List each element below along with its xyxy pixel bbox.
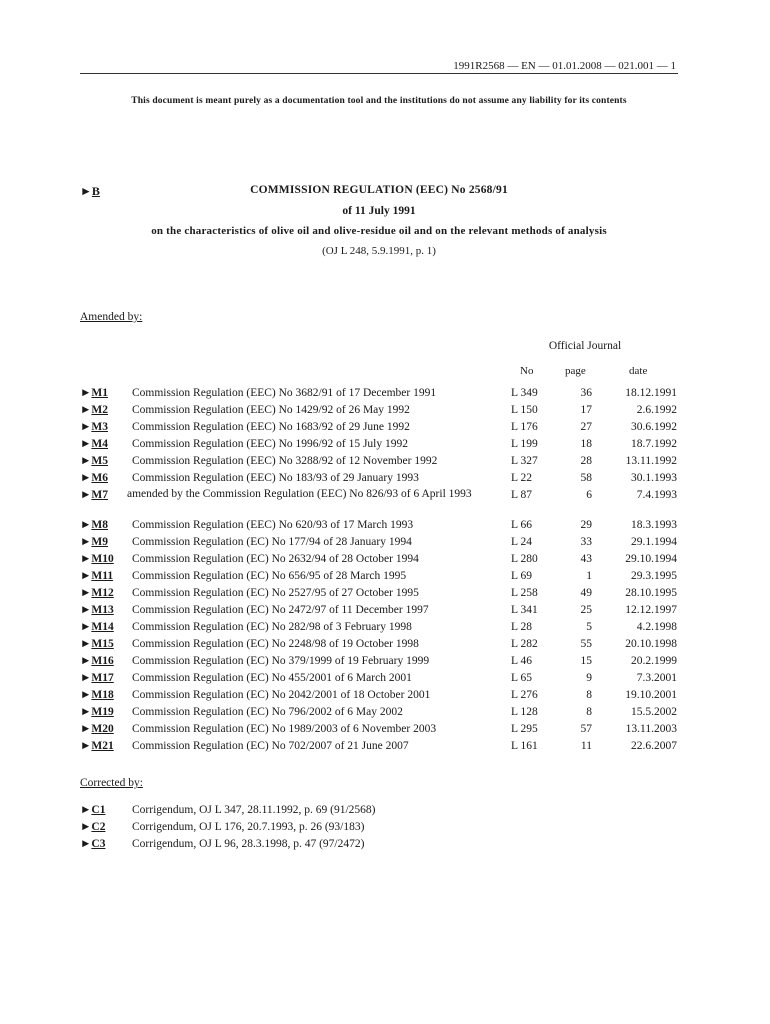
amendment-description: Commission Regulation (EC) No 455/2001 of 6 March 2001	[132, 672, 412, 684]
amendment-date: 13.11.1992	[625, 455, 677, 467]
header-doc-code: 1991R2568 — EN — 01.01.2008 — 021.001 — 1	[453, 60, 676, 72]
amendment-oj-number: L 199	[511, 438, 538, 450]
arrow-right-icon: ►	[80, 553, 92, 565]
amendment-oj-number: L 327	[511, 455, 538, 467]
amendment-code[interactable]: M11	[91, 570, 114, 582]
amendment-page: 27	[580, 421, 592, 433]
amendment-code[interactable]: M5	[91, 455, 108, 467]
header-rule	[80, 73, 678, 74]
official-journal-heading: Official Journal	[548, 340, 622, 352]
amendment-code[interactable]: M20	[91, 723, 114, 735]
amendment-row	[80, 437, 678, 454]
amendment-oj-number: L 276	[511, 689, 538, 701]
amendment-oj-number: L 87	[511, 489, 532, 501]
amendment-date: 29.10.1994	[625, 553, 677, 565]
corrigendum-marker[interactable]	[80, 803, 105, 818]
amendment-description: Commission Regulation (EC) No 177/94 of 28 January 1994	[132, 536, 412, 548]
arrow-right-icon: ►	[80, 804, 92, 816]
amendment-page: 36	[580, 387, 592, 399]
amendment-oj-number: L 280	[511, 553, 538, 565]
amendment-date: 19.10.2001	[625, 689, 677, 701]
amendment-date: 30.1.1993	[631, 472, 677, 484]
arrow-right-icon: ►	[80, 621, 92, 633]
arrow-right-icon: ►	[80, 421, 92, 433]
amendment-description: Commission Regulation (EC) No 2632/94 of 28 October 1994	[132, 553, 419, 565]
amendment-code[interactable]: M17	[91, 672, 114, 684]
amendment-row	[80, 603, 678, 620]
amendment-marker[interactable]	[80, 535, 108, 550]
amendment-description: Commission Regulation (EC) No 379/1999 of 19 February 1999	[132, 655, 430, 667]
amendment-date: 15.5.2002	[631, 706, 677, 718]
amendment-row	[80, 386, 678, 403]
amendment-row	[80, 552, 678, 569]
amendment-date: 22.6.2007	[631, 740, 677, 752]
amendment-marker[interactable]	[80, 552, 114, 567]
amended-by-heading: Amended by:	[80, 311, 143, 323]
arrow-right-icon: ►	[80, 404, 92, 416]
amendment-code[interactable]: M9	[91, 536, 108, 548]
regulation-subject: on the characteristics of olive oil and olive-residue oil and on the relevant methods of analysis	[151, 225, 607, 237]
amendment-page: 58	[580, 472, 592, 484]
amendment-code[interactable]: M19	[91, 706, 114, 718]
amendment-description: Commission Regulation (EC) No 282/98 of 3 February 1998	[132, 621, 412, 633]
amendment-description: Commission Regulation (EEC) No 1996/92 of 15 July 1992	[132, 438, 408, 450]
amendment-oj-number: L 128	[511, 706, 538, 718]
amendment-page: 29	[580, 519, 592, 531]
amendment-code[interactable]: M18	[91, 689, 114, 701]
arrow-right-icon: ►	[80, 519, 92, 531]
arrow-right-icon: ►	[80, 821, 92, 833]
amendment-date: 18.3.1993	[631, 519, 677, 531]
amendment-marker[interactable]	[80, 386, 108, 401]
arrow-right-icon: ►	[80, 455, 92, 467]
corrigendum-row	[80, 803, 678, 820]
amendment-date: 28.10.1995	[625, 587, 677, 599]
amendment-row	[80, 420, 678, 437]
amendment-row	[80, 403, 678, 420]
arrow-right-icon: ►	[80, 536, 92, 548]
amendment-description: Commission Regulation (EC) No 796/2002 of 6 May 2002	[132, 706, 403, 718]
amendment-page: 11	[580, 740, 592, 752]
amendment-page: 1	[586, 570, 592, 582]
amendment-oj-number: L 295	[511, 723, 538, 735]
corrigendum-row	[80, 837, 678, 854]
arrow-right-icon: ►	[80, 638, 92, 650]
amendment-code[interactable]: M16	[91, 655, 114, 667]
amendment-oj-number: L 28	[511, 621, 532, 633]
amendment-code[interactable]: M2	[91, 404, 108, 416]
corrigendum-marker[interactable]	[80, 837, 105, 852]
arrow-right-icon: ►	[80, 387, 92, 399]
amendment-date: 20.10.1998	[625, 638, 677, 650]
amendment-date: 4.2.1998	[636, 621, 677, 633]
column-header-no: No	[520, 365, 534, 377]
arrow-right-icon: ►	[80, 472, 92, 484]
arrow-right-icon: ►	[80, 587, 92, 599]
corrigendum-marker[interactable]	[80, 820, 105, 835]
amendment-oj-number: L 161	[511, 740, 538, 752]
amendment-description: Commission Regulation (EEC) No 1429/92 of 26 May 1992	[132, 404, 410, 416]
amendment-oj-number: L 22	[511, 472, 532, 484]
amendment-oj-number: L 65	[511, 672, 532, 684]
amendment-oj-number: L 46	[511, 655, 532, 667]
amendment-oj-number: L 150	[511, 404, 538, 416]
amendment-row	[80, 454, 678, 471]
amendments-list	[80, 386, 678, 756]
amendment-page: 33	[580, 536, 592, 548]
amendment-code[interactable]: M15	[91, 638, 114, 650]
corrigendum-description: Corrigendum, OJ L 347, 28.11.1992, p. 69 (91/2568)	[132, 804, 376, 816]
amendment-description: Commission Regulation (EC) No 1989/2003 of 6 November 2003	[132, 723, 437, 735]
corrigendum-row	[80, 820, 678, 837]
amendment-date: 30.6.1992	[631, 421, 677, 433]
disclaimer: This document is meant purely as a documentation tool and the institutions do not assume any liability for its contents	[131, 96, 627, 106]
arrow-right-icon: ►	[80, 838, 92, 850]
amendment-oj-number: L 176	[511, 421, 538, 433]
amendment-row	[80, 471, 678, 488]
corrigendum-code[interactable]: C3	[91, 838, 106, 850]
amendment-page: 5	[586, 621, 592, 633]
amendment-marker[interactable]	[80, 705, 114, 720]
amendment-date: 18.12.1991	[625, 387, 677, 399]
amendment-row	[80, 637, 678, 654]
arrow-right-icon: ►	[80, 604, 92, 616]
amendment-page: 57	[580, 723, 592, 735]
amendment-row	[80, 722, 678, 739]
amendment-date: 12.12.1997	[625, 604, 677, 616]
amendment-description: Commission Regulation (EEC) No 1683/92 of 29 June 1992	[132, 421, 410, 433]
amendment-row	[80, 586, 678, 603]
amendment-row	[80, 654, 678, 671]
column-header-page: page	[565, 365, 586, 377]
amendment-marker[interactable]	[80, 671, 114, 686]
amendment-date: 7.3.2001	[636, 672, 677, 684]
amendment-row	[80, 518, 678, 535]
arrow-right-icon: ►	[80, 723, 92, 735]
amendment-page: 9	[586, 672, 592, 684]
amendment-description: Commission Regulation (EC) No 702/2007 of 21 June 2007	[132, 740, 409, 752]
amendment-oj-number: L 258	[511, 587, 538, 599]
amendment-description: amended by the Commission Regulation (EEC) No 826/93 of 6 April 1993	[127, 488, 472, 500]
corrected-by-heading: Corrected by:	[80, 777, 143, 789]
corrigendum-description: Corrigendum, OJ L 176, 20.7.1993, p. 26 (93/183)	[132, 821, 365, 833]
amendment-oj-number: L 341	[511, 604, 538, 616]
amendment-page: 15	[580, 655, 592, 667]
amendment-marker[interactable]	[80, 620, 114, 635]
amendment-description: Commission Regulation (EEC) No 183/93 of 29 January 1993	[132, 472, 419, 484]
amendment-oj-number: L 69	[511, 570, 532, 582]
base-marker-code[interactable]: B	[91, 184, 100, 198]
amendment-page: 18	[580, 438, 592, 450]
amendment-code[interactable]: M10	[91, 553, 114, 565]
amendment-marker[interactable]	[80, 518, 108, 533]
amendment-date: 2.6.1992	[636, 404, 677, 416]
amendment-description: Commission Regulation (EEC) No 3288/92 of 12 November 1992	[132, 455, 438, 467]
amendment-row	[80, 488, 678, 518]
arrow-right-icon: ►	[80, 740, 92, 752]
amendment-date: 7.4.1993	[636, 489, 677, 501]
amendment-marker[interactable]	[80, 739, 114, 754]
amendment-code[interactable]: M7	[91, 489, 108, 501]
amendment-page: 49	[580, 587, 592, 599]
amendment-code[interactable]: M6	[91, 472, 108, 484]
arrow-right-icon: ►	[80, 689, 92, 701]
amendment-code[interactable]: M4	[91, 438, 108, 450]
amendment-date: 20.2.1999	[631, 655, 677, 667]
arrow-right-icon: ►	[80, 438, 92, 450]
amendment-row	[80, 620, 678, 637]
amendment-code[interactable]: M14	[91, 621, 114, 633]
amendment-code[interactable]: M3	[91, 421, 108, 433]
amendment-date: 18.7.1992	[631, 438, 677, 450]
amendment-row	[80, 688, 678, 705]
amendment-marker[interactable]	[80, 403, 108, 418]
amendment-marker[interactable]	[80, 569, 113, 584]
amendment-description: Commission Regulation (EC) No 2248/98 of 19 October 1998	[132, 638, 419, 650]
amendment-row	[80, 705, 678, 722]
amendment-page: 8	[586, 706, 592, 718]
amendment-page: 25	[580, 604, 592, 616]
arrow-right-icon: ►	[80, 655, 92, 667]
amendment-page: 55	[580, 638, 592, 650]
amendment-date: 29.3.1995	[631, 570, 677, 582]
amendment-page: 17	[580, 404, 592, 416]
amendment-marker[interactable]	[80, 722, 114, 737]
amendment-row	[80, 739, 678, 756]
corrigendum-code[interactable]: C1	[91, 804, 106, 816]
amendment-page: 8	[586, 689, 592, 701]
amendment-row	[80, 569, 678, 586]
corrigendum-description: Corrigendum, OJ L 96, 28.3.1998, p. 47 (97/2472)	[132, 838, 365, 850]
amendment-marker[interactable]	[80, 688, 114, 703]
column-header-date: date	[629, 365, 648, 377]
amendment-description: Commission Regulation (EEC) No 620/93 of 17 March 1993	[132, 519, 414, 531]
amendment-marker[interactable]	[80, 437, 108, 452]
amendment-oj-number: L 349	[511, 387, 538, 399]
corrigendum-code[interactable]: C2	[91, 821, 106, 833]
amendment-marker[interactable]	[80, 454, 108, 469]
amendment-page: 28	[580, 455, 592, 467]
arrow-right-icon: ►	[80, 672, 92, 684]
arrow-right-icon: ►	[80, 489, 92, 501]
amendment-oj-number: L 66	[511, 519, 532, 531]
amendment-marker[interactable]	[80, 603, 114, 618]
amendment-marker[interactable]	[80, 471, 108, 486]
amendment-description: Commission Regulation (EEC) No 3682/91 of 17 December 1991	[132, 387, 437, 399]
amendment-description: Commission Regulation (EC) No 656/95 of 28 March 1995	[132, 570, 407, 582]
corrigenda-list	[80, 803, 678, 854]
amendment-code[interactable]: M1	[91, 387, 108, 399]
amendment-marker[interactable]	[80, 488, 108, 503]
amendment-oj-number: L 24	[511, 536, 532, 548]
amendment-description: Commission Regulation (EC) No 2527/95 of 27 October 1995	[132, 587, 419, 599]
amendment-code[interactable]: M12	[91, 587, 114, 599]
amendment-marker[interactable]	[80, 654, 114, 669]
amendment-row	[80, 535, 678, 552]
amendment-code[interactable]: M21	[91, 740, 114, 752]
arrow-right-icon: ►	[80, 184, 92, 198]
amendment-code[interactable]: M13	[91, 604, 114, 616]
amendment-description: Commission Regulation (EC) No 2042/2001 of 18 October 2001	[132, 689, 431, 701]
amendment-page: 6	[586, 489, 592, 501]
amendment-marker[interactable]	[80, 637, 114, 652]
amendment-row	[80, 671, 678, 688]
amendment-code[interactable]: M8	[91, 519, 108, 531]
arrow-right-icon: ►	[80, 570, 92, 582]
amendment-date: 29.1.1994	[631, 536, 677, 548]
amendment-oj-number: L 282	[511, 638, 538, 650]
regulation-date: of 11 July 1991	[342, 205, 416, 217]
amendment-page: 43	[580, 553, 592, 565]
amendment-description: Commission Regulation (EC) No 2472/97 of 11 December 1997	[132, 604, 429, 616]
regulation-reference: (OJ L 248, 5.9.1991, p. 1)	[322, 245, 436, 257]
amendment-marker[interactable]	[80, 420, 108, 435]
amendment-marker[interactable]	[80, 586, 114, 601]
arrow-right-icon: ►	[80, 706, 92, 718]
amendment-date: 13.11.2003	[625, 723, 677, 735]
regulation-title: COMMISSION REGULATION (EEC) No 2568/91	[250, 184, 508, 196]
